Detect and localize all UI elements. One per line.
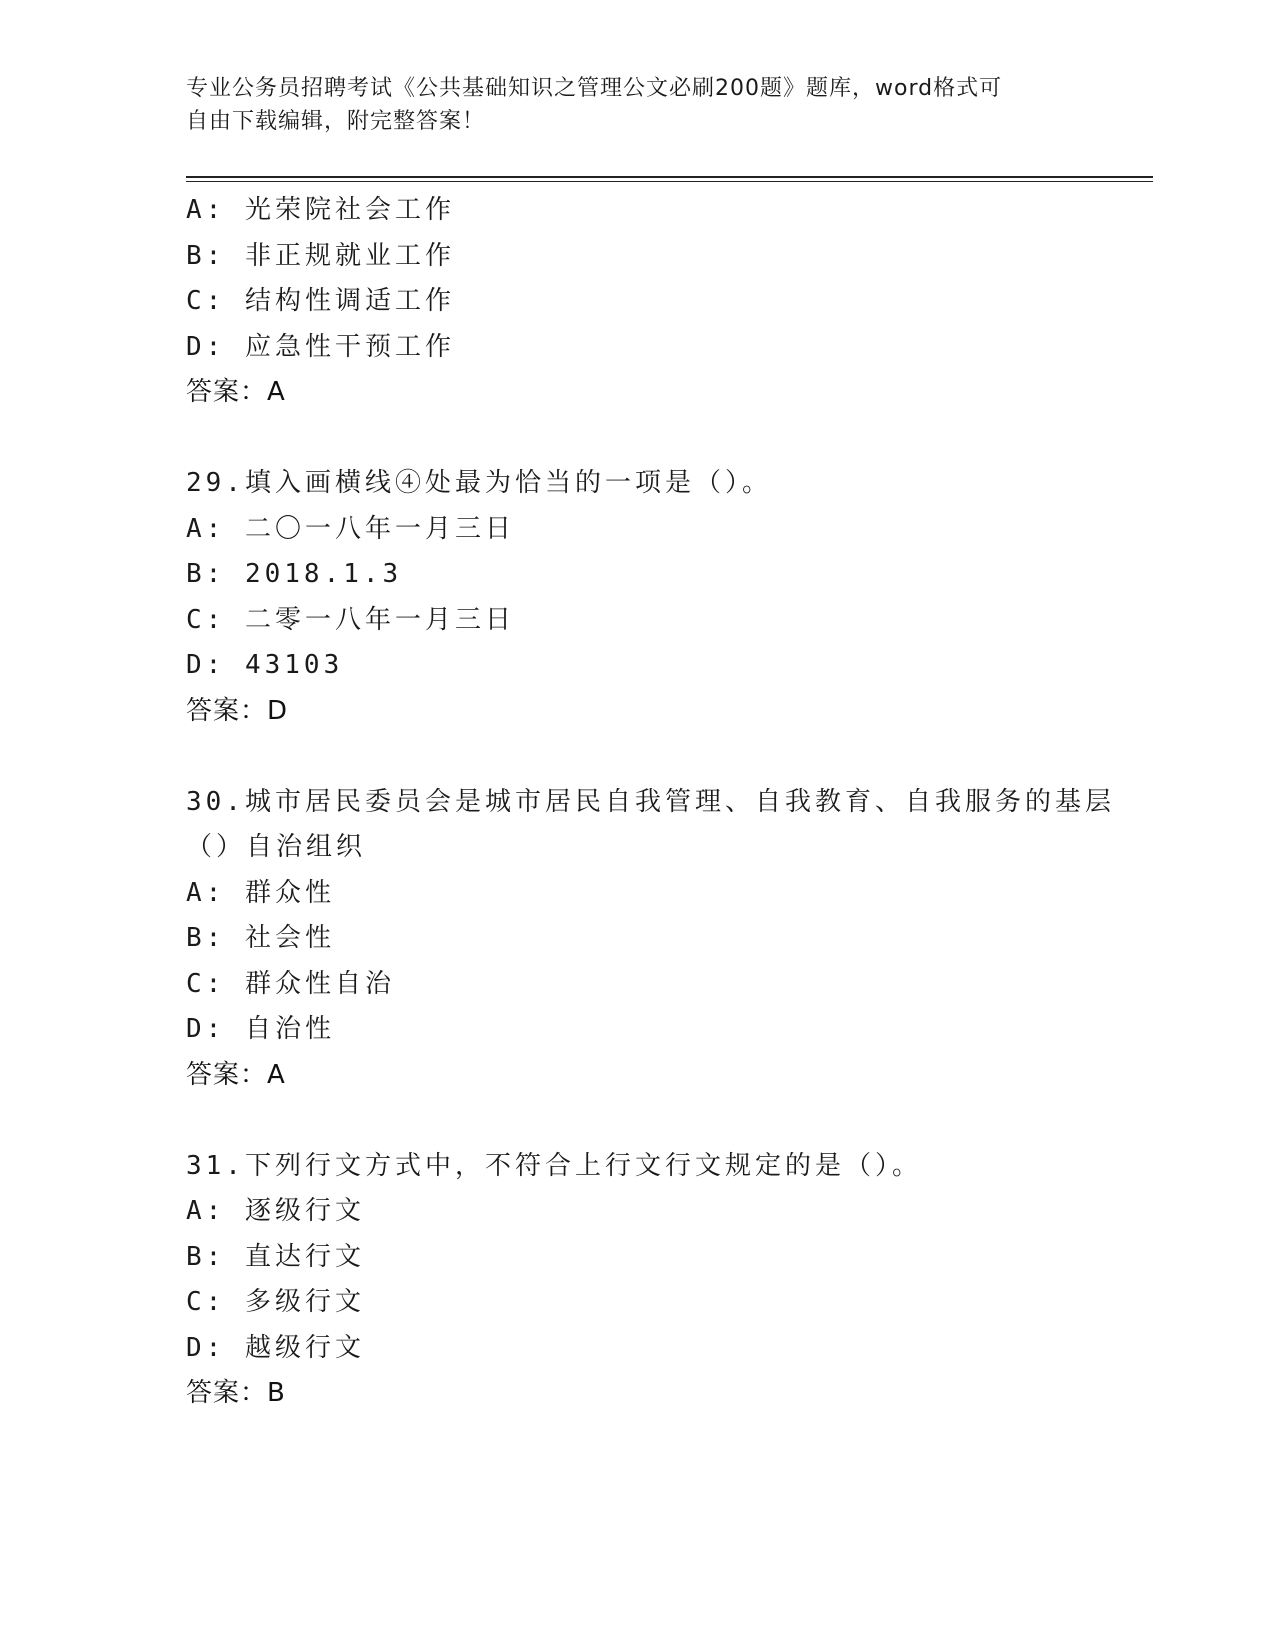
answer: 答案：A [186,377,286,407]
question-list [186,188,1115,1417]
question-stem: 29.填入画横线④处最为恰当的一项是（）。 [186,468,772,498]
answer: 答案：B [186,1378,286,1408]
option-d: D: 应急性干预工作 [186,331,455,362]
option-a: A: 逐级行文 [186,1196,365,1226]
header-line-1: 专业公务员招聘考试《公共基础知识之管理公文必刷200题》题库，word格式可 [186,76,1003,101]
option-b: B: 非正规就业工作 [186,240,455,271]
spacer [186,734,1086,780]
option-b: B: 2018.1.3 [186,559,403,589]
option-b: B: 直达行文 [186,1241,365,1272]
question-stem-line-2: （）自治组织 [186,832,367,862]
option-a: A: 群众性 [186,877,335,908]
question-29 [186,461,1086,734]
option-b: B: 社会性 [186,923,335,953]
option-d: D: 自治性 [186,1014,335,1044]
document-header [186,72,1086,138]
header-divider [186,176,1153,178]
header-line-2: 自由下载编辑，附完整答案！ [186,109,486,134]
question-28 [186,188,1086,416]
answer: 答案：A [186,1059,286,1090]
option-c: C: 多级行文 [186,1287,365,1317]
spacer [186,416,1086,462]
question-stem: 31.下列行文方式中，不符合上行文行文规定的是（）。 [186,1150,922,1181]
option-d: D: 43103 [186,650,344,680]
question-31 [186,1144,1086,1417]
option-c: C: 结构性调适工作 [186,286,455,316]
header-divider-thin [186,181,1153,182]
option-c: C: 二零一八年一月三日 [186,604,515,635]
option-a: A: 二〇一八年一月三日 [186,513,515,544]
spacer [186,1098,1086,1144]
option-a: A: 光荣院社会工作 [186,195,455,225]
question-30 [186,780,1115,1099]
option-c: C: 群众性自治 [186,968,395,999]
answer: 答案：D [186,695,289,726]
question-stem-line-1: 30.城市居民委员会是城市居民自我管理、自我教育、自我服务的基层 [186,786,1115,817]
option-d: D: 越级行文 [186,1332,365,1363]
